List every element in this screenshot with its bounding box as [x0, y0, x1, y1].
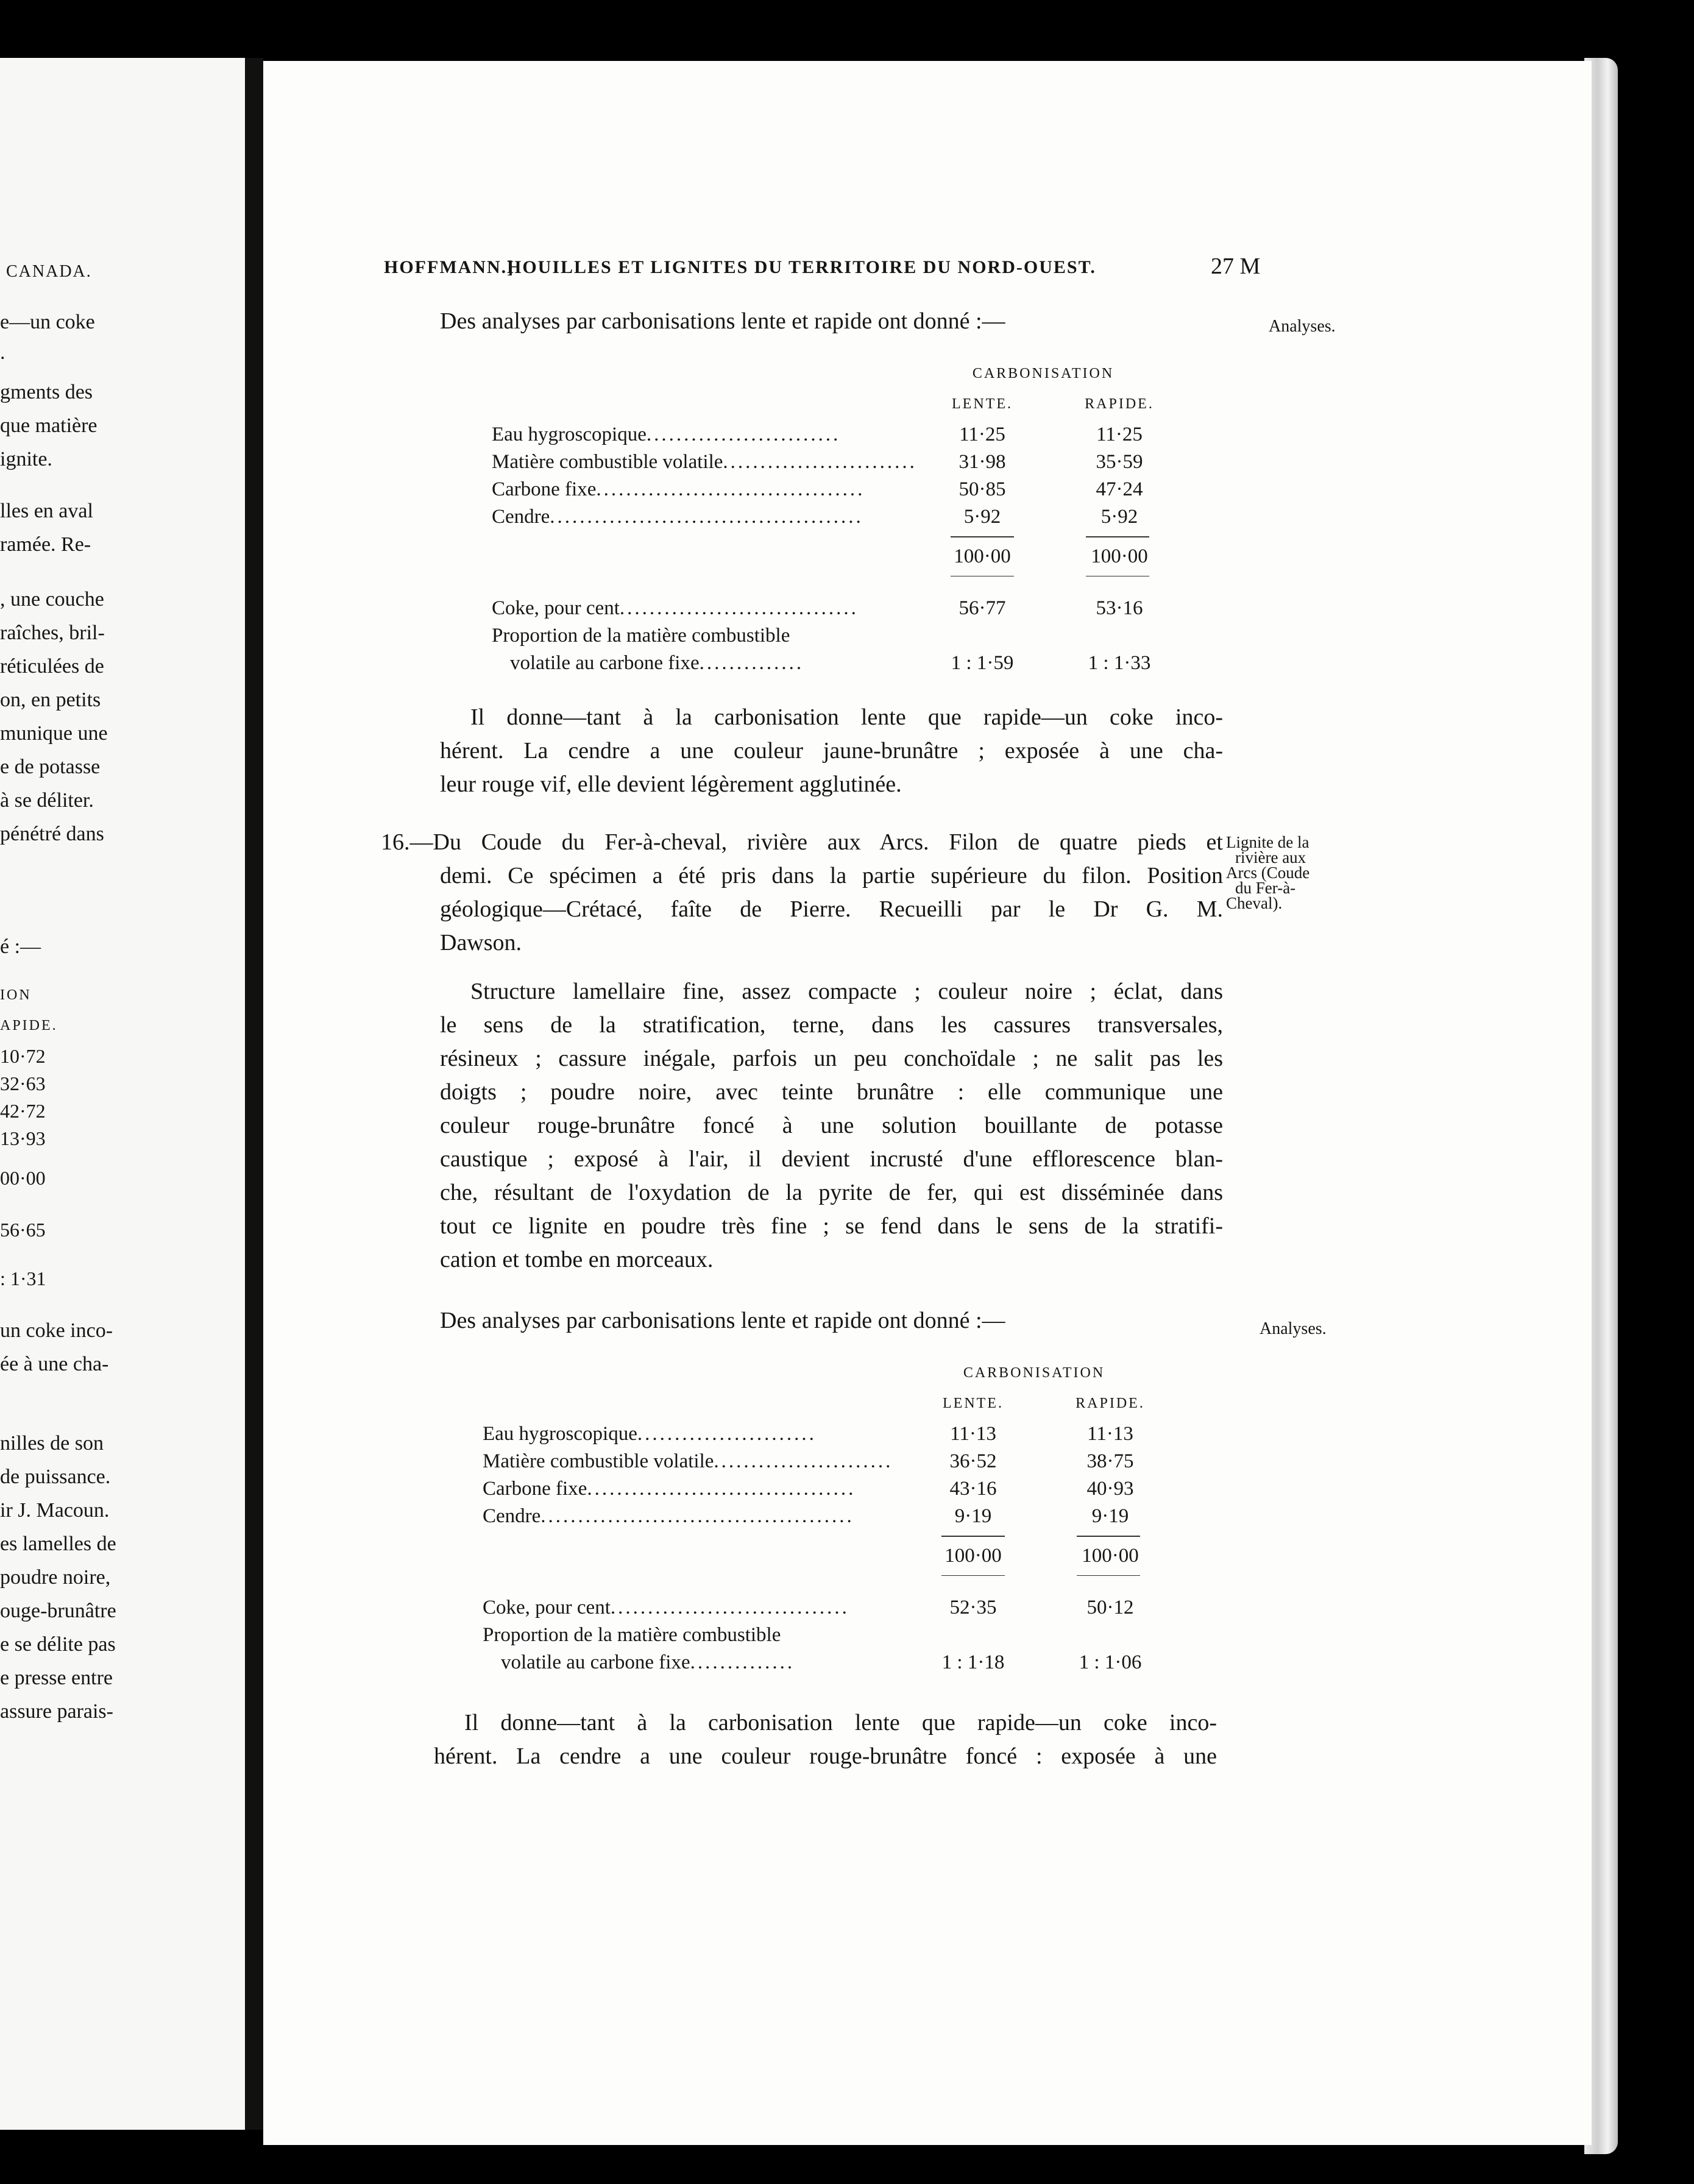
- paragraph-line: Structure lamellaire fine, assez compacte ; couleur noire ; éclat, dans: [470, 979, 1223, 1004]
- left-line: on, en petits: [0, 689, 101, 711]
- table2-total-rapide: 100·00: [1082, 1545, 1139, 1567]
- entry-line: géologique—Crétacé, faîte de Pierre. Recueilli par le Dr G. M.: [440, 896, 1223, 922]
- table2-coke-label: Coke, pour cent................................: [483, 1597, 849, 1618]
- table2-group-header: CARBONISATION: [963, 1365, 1105, 1381]
- paragraph-line: leur rouge vif, elle devient légèrement agglutinée.: [440, 771, 902, 797]
- table2-row-label: Eau hygroscopique........................: [483, 1423, 817, 1445]
- table1-col-rapide: RAPIDE.: [1085, 396, 1154, 412]
- left-line: nilles de son: [0, 1432, 104, 1455]
- table1-proportion-label: volatile au carbone fixe..............: [510, 652, 804, 674]
- left-line: es lamelles de: [0, 1533, 116, 1555]
- left-line: ouge-brunâtre: [0, 1600, 116, 1622]
- table1-proportion-lente: 1 : 1·59: [951, 652, 1014, 674]
- table2-lente-value: 43·16: [949, 1478, 997, 1500]
- left-line: que matière: [0, 414, 97, 437]
- table1-col-lente: LENTE.: [952, 396, 1013, 412]
- table1-row-label: Cendre..........................................: [492, 506, 863, 528]
- left-line: lles en aval: [0, 500, 93, 522]
- paragraph-line: Il donne—tant à la carbonisation lente que rapide—un coke inco-: [470, 704, 1223, 730]
- table1-rapide-value: 35·59: [1096, 451, 1143, 473]
- table1-lente-value: 50·85: [959, 478, 1006, 500]
- paragraph-line: hérent. La cendre a une couleur jaune-brunâtre ; exposée à une cha-: [440, 738, 1223, 764]
- table2-rapide-value: 11·13: [1087, 1423, 1133, 1445]
- page-number: 27 M: [1211, 254, 1261, 279]
- table2-row-label: Cendre..........................................: [483, 1505, 854, 1527]
- table1-sum-rule: [951, 536, 1014, 537]
- left-line: réticulées de: [0, 655, 104, 678]
- paragraph-line: couleur rouge-brunâtre foncé à une solution bouillante de potasse: [440, 1113, 1223, 1138]
- table1-row-label: Matière combustible volatile..........................: [492, 451, 917, 473]
- left-line: raîches, bril-: [0, 622, 105, 644]
- table1-rapide-value: 47·24: [1096, 478, 1143, 500]
- left-line: 00·00: [0, 1167, 46, 1189]
- table2-intro: Des analyses par carbonisations lente et rapide ont donné :—: [440, 1308, 1005, 1333]
- right-page: [263, 61, 1592, 2145]
- table1-row-label: Carbone fixe....................................: [492, 478, 865, 500]
- left-line: munique une: [0, 722, 108, 745]
- paragraph-line: doigts ; poudre noire, avec teinte brunâtre : elle communique une: [440, 1079, 1223, 1105]
- table2-rapide-value: 9·19: [1091, 1505, 1129, 1527]
- left-line: un coke inco-: [0, 1319, 113, 1342]
- table1-coke-label: Coke, pour cent................................: [492, 597, 859, 619]
- left-line: pénétré dans: [0, 823, 104, 845]
- left-line: à se déliter.: [0, 789, 94, 812]
- paragraph-line: le sens de la stratification, terne, dans les cassures transversales,: [440, 1012, 1223, 1038]
- table1-total-rapide: 100·00: [1091, 545, 1148, 567]
- table2-sum-rule: [1077, 1536, 1140, 1537]
- paragraph-line: résineux ; cassure inégale, parfois un peu conchoïdale ; ne salit pas les: [440, 1046, 1223, 1071]
- entry-line: demi. Ce spécimen a été pris dans la partie supérieure du filon. Position: [440, 863, 1223, 888]
- table1-lente-value: 5·92: [963, 506, 1001, 528]
- table2-rapide-value: 40·93: [1086, 1478, 1134, 1500]
- table1-lente-value: 31·98: [959, 451, 1006, 473]
- table1-sum-rule: [1086, 536, 1149, 537]
- left-line: é :—: [0, 935, 41, 958]
- table1-rapide-value: 11·25: [1096, 424, 1143, 445]
- book-gutter: [245, 58, 263, 2130]
- left-line: .: [0, 341, 5, 364]
- left-line: 32·63: [0, 1072, 46, 1094]
- left-line: e de potasse: [0, 756, 101, 778]
- table1-row-label: Eau hygroscopique..........................: [492, 424, 841, 445]
- paragraph-line: tout ce lignite en poudre très fine ; se fend dans le sens de la stratifi-: [440, 1213, 1223, 1239]
- left-line: 42·72: [0, 1100, 46, 1122]
- table2-lente-value: 36·52: [949, 1450, 997, 1472]
- table2-sum-rule: [941, 1536, 1005, 1537]
- left-header-text: CANADA.: [6, 262, 92, 281]
- table2-proportion-rapide: 1 : 1·06: [1079, 1651, 1142, 1673]
- left-line: assure parais-: [0, 1700, 113, 1723]
- table1-coke-lente: 56·77: [959, 597, 1006, 619]
- left-line: gments des: [0, 381, 93, 403]
- left-line: APIDE.: [0, 1018, 58, 1034]
- entry16-margin-note: Lignite de la rivière aux Arcs (Coude du Fer-à- Cheval).: [1226, 833, 1310, 912]
- paragraph-line: caustique ; exposé à l'air, il devient incrusté d'une efflorescence blan-: [440, 1146, 1223, 1172]
- paragraph-line: che, résultant de l'oxydation de la pyrite de fer, qui est disséminée dans: [440, 1180, 1223, 1205]
- left-facing-page: [0, 58, 245, 2130]
- table1-rapide-value: 5·92: [1100, 506, 1138, 528]
- left-line: de puissance.: [0, 1466, 111, 1488]
- table2-coke-rapide: 50·12: [1086, 1597, 1134, 1618]
- running-header-title: HOUILLES ET LIGNITES DU TERRITOIRE DU NORD-OUEST.: [507, 257, 1096, 277]
- table1-proportion-label: Proportion de la matière combustible: [492, 625, 790, 647]
- table2-lente-value: 9·19: [954, 1505, 992, 1527]
- table2-total-rule: [1077, 1575, 1140, 1576]
- table2-row-label: Carbone fixe....................................: [483, 1478, 856, 1500]
- left-line: 13·93: [0, 1127, 46, 1149]
- left-line: e—un coke: [0, 311, 95, 333]
- paragraph-line: hérent. La cendre a une couleur rouge-brunâtre foncé : exposée à une: [434, 1743, 1217, 1769]
- left-line: e presse entre: [0, 1667, 113, 1689]
- table2-proportion-label: volatile au carbone fixe..............: [501, 1651, 795, 1673]
- table1-proportion-rapide: 1 : 1·33: [1088, 652, 1151, 674]
- left-line: 10·72: [0, 1045, 46, 1067]
- running-header-author: HOFFMANN.]: [384, 257, 515, 277]
- table2-margin-note: Analyses.: [1260, 1319, 1327, 1338]
- table1-coke-rapide: 53·16: [1096, 597, 1143, 619]
- left-line: ION: [0, 987, 32, 1003]
- left-line: , une couche: [0, 588, 104, 611]
- table1-total-lente: 100·00: [954, 545, 1011, 567]
- left-line: ée à une cha-: [0, 1353, 109, 1375]
- table2-row-label: Matière combustible volatile........................: [483, 1450, 893, 1472]
- paragraph-line: cation et tombe en morceaux.: [440, 1247, 714, 1272]
- table2-rapide-value: 38·75: [1086, 1450, 1134, 1472]
- table2-proportion-lente: 1 : 1·18: [941, 1651, 1005, 1673]
- table2-col-rapide: RAPIDE.: [1076, 1395, 1145, 1411]
- table1-intro: Des analyses par carbonisations lente et rapide ont donné :—: [440, 308, 1005, 334]
- table2-coke-lente: 52·35: [949, 1597, 997, 1618]
- left-line: : 1·31: [0, 1268, 46, 1289]
- table2-lente-value: 11·13: [950, 1423, 996, 1445]
- table2-total-lente: 100·00: [944, 1545, 1002, 1567]
- left-line: ignite.: [0, 448, 52, 470]
- table2-col-lente: LENTE.: [943, 1395, 1004, 1411]
- table1-lente-value: 11·25: [959, 424, 1005, 445]
- left-line: ramée. Re-: [0, 533, 91, 556]
- left-line: 56·65: [0, 1219, 46, 1241]
- entry-line: Dawson.: [440, 930, 522, 956]
- table1-group-header: CARBONISATION: [972, 366, 1115, 381]
- paragraph-line: Il donne—tant à la carbonisation lente que rapide—un coke inco-: [464, 1710, 1217, 1736]
- entry-heading-line: 16.—Du Coude du Fer-à-cheval, rivière aux Arcs. Filon de quatre pieds et: [381, 829, 1223, 855]
- left-line: poudre noire,: [0, 1566, 111, 1589]
- table2-proportion-label: Proportion de la matière combustible: [483, 1624, 781, 1646]
- left-line: ir J. Macoun.: [0, 1499, 110, 1522]
- table1-margin-note: Analyses.: [1269, 317, 1336, 336]
- table2-total-rule: [941, 1575, 1005, 1576]
- left-line: e se délite pas: [0, 1633, 116, 1656]
